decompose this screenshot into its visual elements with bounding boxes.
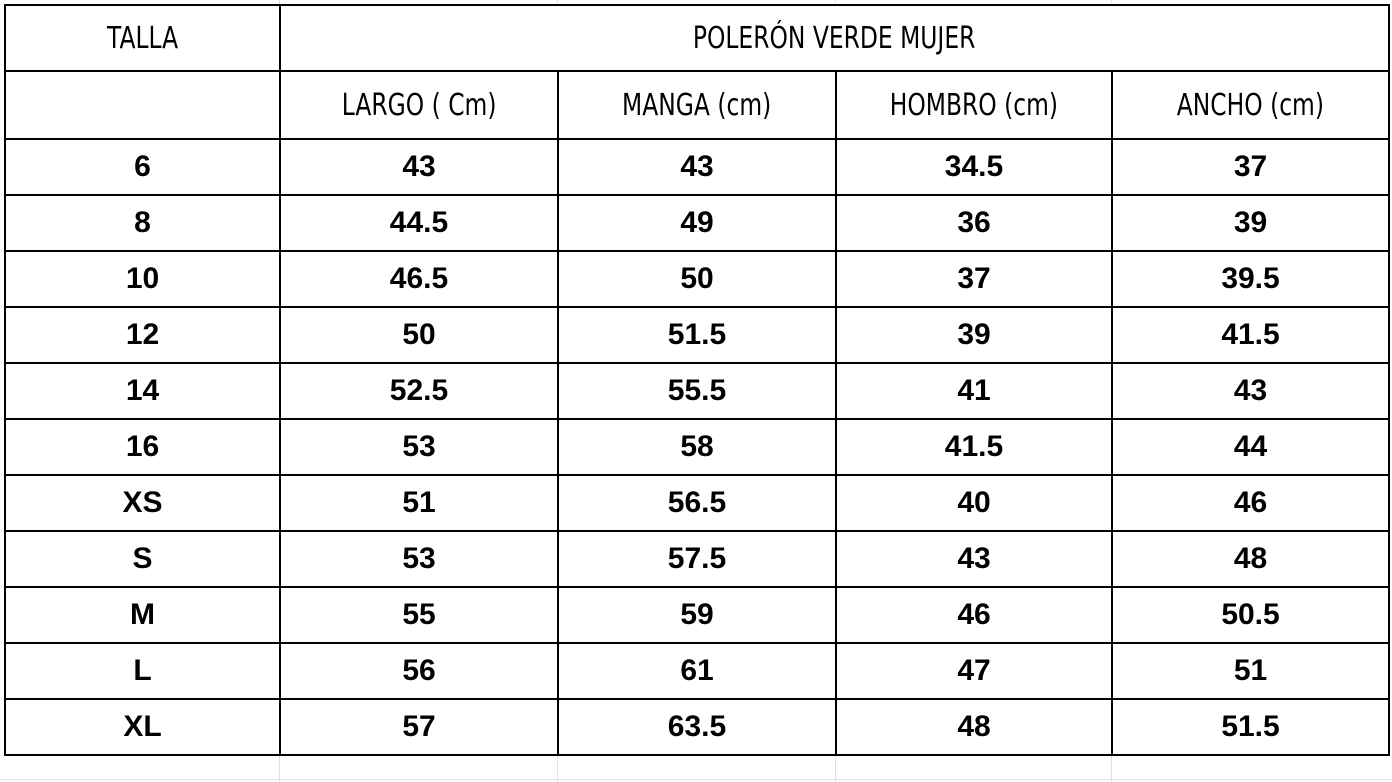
talla-cell: M — [5, 587, 280, 643]
largo-cell: 53 — [280, 419, 558, 475]
talla-header-cell — [5, 5, 280, 71]
ancho-cell: 51 — [1112, 643, 1389, 699]
largo-cell: 52.5 — [280, 363, 558, 419]
manga-cell: 63.5 — [558, 699, 836, 755]
talla-cell: L — [5, 643, 280, 699]
largo-cell: 43 — [280, 139, 558, 195]
table-row — [5, 475, 1389, 531]
column-header-cell — [558, 71, 836, 139]
table-title-cell — [280, 5, 1389, 71]
largo-cell: 53 — [280, 531, 558, 587]
manga-cell: 43 — [558, 139, 836, 195]
hombro-cell: 46 — [836, 587, 1112, 643]
table-row — [5, 643, 1389, 699]
ancho-cell: 39 — [1112, 195, 1389, 251]
ancho-cell: 37 — [1112, 139, 1389, 195]
manga-cell: 57.5 — [558, 531, 836, 587]
ancho-cell: 44 — [1112, 419, 1389, 475]
column-header-cell — [836, 71, 1112, 139]
hombro-cell: 40 — [836, 475, 1112, 531]
talla-cell: 8 — [5, 195, 280, 251]
table-title-row — [5, 5, 1389, 71]
table-row — [5, 419, 1389, 475]
sheet-gridline — [0, 779, 1392, 780]
hombro-cell: 39 — [836, 307, 1112, 363]
hombro-cell: 47 — [836, 643, 1112, 699]
talla-cell: XL — [5, 699, 280, 755]
ancho-cell: 51.5 — [1112, 699, 1389, 755]
largo-cell: 44.5 — [280, 195, 558, 251]
manga-cell: 56.5 — [558, 475, 836, 531]
hombro-cell: 41 — [836, 363, 1112, 419]
ancho-cell: 43 — [1112, 363, 1389, 419]
talla-cell: 12 — [5, 307, 280, 363]
hombro-cell: 41.5 — [836, 419, 1112, 475]
largo-cell: 50 — [280, 307, 558, 363]
table-row — [5, 195, 1389, 251]
ancho-cell: 50.5 — [1112, 587, 1389, 643]
largo-cell: 56 — [280, 643, 558, 699]
column-header-cell — [280, 71, 558, 139]
hombro-cell: 34.5 — [836, 139, 1112, 195]
manga-cell: 50 — [558, 251, 836, 307]
hombro-cell: 43 — [836, 531, 1112, 587]
table-row — [5, 363, 1389, 419]
manga-cell: 51.5 — [558, 307, 836, 363]
talla-cell: XS — [5, 475, 280, 531]
talla-cell: 6 — [5, 139, 280, 195]
talla-cell: 16 — [5, 419, 280, 475]
column-header-largo: LARGO ( Cm) — [341, 87, 497, 123]
hombro-cell: 36 — [836, 195, 1112, 251]
hombro-cell: 48 — [836, 699, 1112, 755]
ancho-cell: 46 — [1112, 475, 1389, 531]
largo-cell: 51 — [280, 475, 558, 531]
empty-header-cell — [5, 71, 280, 139]
column-header-manga: MANGA (cm) — [622, 87, 772, 123]
table-row — [5, 139, 1389, 195]
table-row — [5, 251, 1389, 307]
table-row — [5, 531, 1389, 587]
talla-cell: 14 — [5, 363, 280, 419]
table-title: POLERÓN VERDE MUJER — [693, 20, 976, 56]
ancho-cell: 48 — [1112, 531, 1389, 587]
table-row — [5, 699, 1389, 755]
manga-cell: 61 — [558, 643, 836, 699]
talla-header: TALLA — [106, 20, 179, 56]
column-header-hombro: HOMBRO (cm) — [889, 87, 1059, 123]
manga-cell: 59 — [558, 587, 836, 643]
ancho-cell: 39.5 — [1112, 251, 1389, 307]
column-header-cell — [1112, 71, 1389, 139]
talla-cell: S — [5, 531, 280, 587]
largo-cell: 55 — [280, 587, 558, 643]
ancho-cell: 41.5 — [1112, 307, 1389, 363]
manga-cell: 55.5 — [558, 363, 836, 419]
largo-cell: 57 — [280, 699, 558, 755]
table-row — [5, 587, 1389, 643]
table-row — [5, 307, 1389, 363]
column-header-ancho: ANCHO (cm) — [1176, 87, 1325, 123]
size-chart-table — [4, 4, 1390, 756]
manga-cell: 58 — [558, 419, 836, 475]
hombro-cell: 37 — [836, 251, 1112, 307]
manga-cell: 49 — [558, 195, 836, 251]
largo-cell: 46.5 — [280, 251, 558, 307]
column-header-row — [5, 71, 1389, 139]
talla-cell: 10 — [5, 251, 280, 307]
